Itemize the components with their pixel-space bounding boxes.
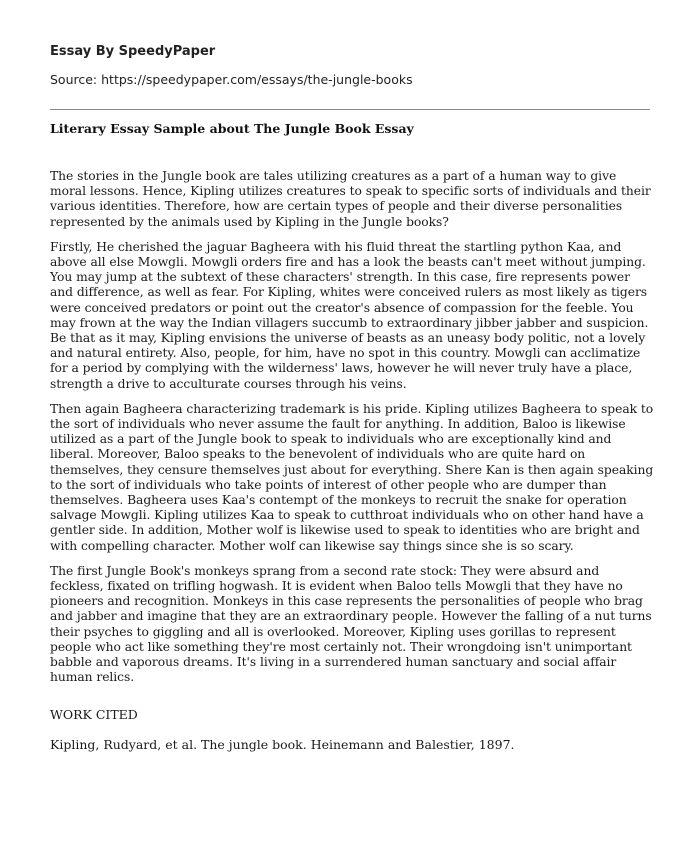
citation-entry: Kipling, Rudyard, et al. The jungle book. Heinemann and Balestier, 1897. — [50, 737, 515, 752]
essay-paragraph: Then again Bagheera characterizing trademark is his pride. Kipling utilizes Bagheera to speak to the sort of individuals who never assume the fault for anything. In addition, Baloo is likewise utilized as a part of the Jungle book to speak to individuals who are exceptionally kind and liberal. Moreover, Baloo speaks to the benevolent of individuals who are quite hard on themselves, they censure themselves just about for everything. Shere Kan is then again speaking to the sort of individuals who take points of interest of other people who are dumper than themselves. Bagheera uses Kaa's contempt of the monkeys to recruit the snake for operation salvage Mowgli. Kipling utilizes Kaa to speak to cutthroat individuals who on other hand have a gentler side. In addition, Mother wolf is likewise used to speak to identities who are bright and with compelling character. Mother wolf can likewise say things since she is so scary. — [50, 401, 654, 553]
essay-paragraph: The stories in the Jungle book are tales utilizing creatures as a part of a human way to give moral lessons. Hence, Kipling utilizes creatures to speak to specific sorts of individuals and their various identities. Therefore, how are certain types of people and their diverse personalities represented by the animals used by Kipling in the Jungle books? — [50, 169, 651, 229]
source-line: Source: https://speedypaper.com/essays/the-jungle-books — [50, 72, 413, 87]
brand-heading: Essay By SpeedyPaper — [50, 44, 216, 59]
essay-paragraph: The first Jungle Book's monkeys sprang from a second rate stock: They were absurd and feckless, fixated on trifling hogwash. It is evident when Baloo tells Mowgli that they have no pioneers and recognition. Monkeys in this case represents the personalities of people who brag and jabber and imagine that they are an extraordinary people. However the falling of a nut turns their psyches to giggling and all is overlooked. Moreover, Kipling uses gorillas to represent people who act like something they're most certainly not. Their wrongdoing isn't unimportant babble and vaporous dreams. It's living in a surrendered human sanctuary and social affair human relics. — [50, 563, 652, 685]
essay-body — [50, 169, 654, 696]
header-divider — [50, 109, 650, 110]
works-cited-heading: WORK CITED — [50, 707, 138, 722]
essay-title: Literary Essay Sample about The Jungle Book Essay — [50, 121, 414, 136]
essay-paragraph: Firstly, He cherished the jaguar Bagheera with his fluid threat the startling python Kaa, and above all else Mowgli. Mowgli orders fire and has a look the beasts can't meet without jumping. You may jump at the subtext of these characters' strength. In this case, fire represents power and difference, as well as fear. For Kipling, whites were conceived rulers as most likely as tigers were conceived predators or point out the creator's absence of compassion for the feeble. You may frown at the way the Indian villagers succumb to extraordinary jibber jabber and suspicion. Be that as it may, Kipling envisions the universe of beasts as an uneasy body politic, not a lovely and natural entirety. Also, people, for him, have no spot in this country. Mowgli can acclimatize for a period by complying with the wilderness' laws, however he will never truly have a place, strength a drive to acculturate courses through his veins. — [50, 239, 649, 391]
